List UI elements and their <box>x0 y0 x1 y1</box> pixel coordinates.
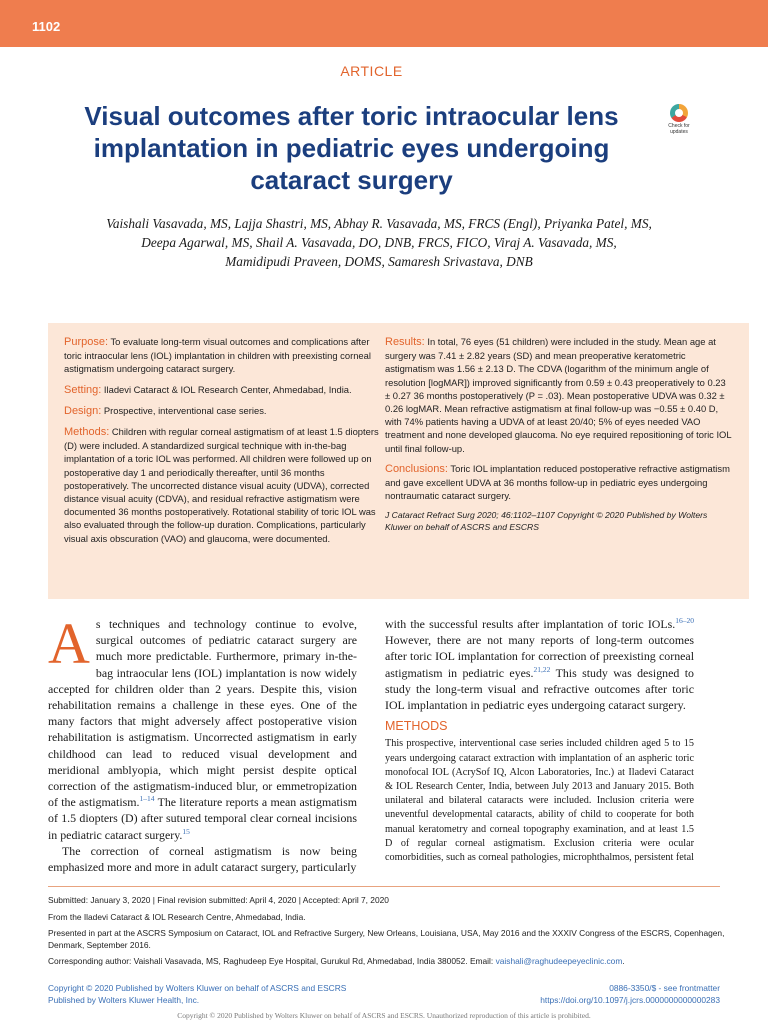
title-line: cataract surgery <box>250 165 453 195</box>
corresponding-author: Corresponding author: Vaishali Vasavada, MS, Raghudeep Eye Hospital, Gurukul Rd, Ahmedabad, India 380052. Email: vaishali@raghudeepeyeclinic.com. <box>48 956 625 966</box>
abstract-left-column <box>64 335 388 552</box>
article-title <box>60 100 643 196</box>
methods-heading: METHODS <box>385 719 448 734</box>
body-right-column <box>385 616 694 865</box>
body-paragraph: The correction of corneal astigmatism is now being emphasized more and more in adult cataract surgery, particularly <box>48 843 357 875</box>
issn: 0886-3350/$ - see frontmatter <box>609 983 720 993</box>
copyright-right <box>540 983 720 1006</box>
page-number: 1102 <box>32 19 61 34</box>
reference-link[interactable]: 1–14 <box>139 794 155 804</box>
reference-link[interactable]: 21,22 <box>533 664 551 674</box>
body-left-column <box>48 611 357 875</box>
header-bar <box>0 0 768 47</box>
abstract-results: Results: In total, 76 eyes (51 children) were included in the study. Mean age at surgery was 7.41 ± 2.82 years (SD) and mean preoperative keratometric astigmatism was 1.56 ± 2.13 D. The CDVA (logarithm of the minimum angle of resolution [logMAR]) improved significantly from 0.59 ± 0.43 preoperatively to 0.23 ± 0.27 36 months postoperatively (P = .03). Mean postoperative UDVA was 0.32 ± 0.26 logMAR. Mean refractive astigmatism at final follow-up was −0.55 ± 0.40 D, with 74% patients having a UDVA of at least 20/40; 5% of eyes needed VAO treatment and none developed glaucoma. No eye required repositioning of toric IOL until final follow-up. <box>385 336 732 454</box>
reference-link[interactable]: 15 <box>182 826 190 836</box>
section-label: ARTICLE <box>340 63 403 79</box>
body-paragraph: with the successful results after implantation of toric IOLs.$^{16-20}$ However, there are not many reports of long-term outcomes after toric IOL implantation for correction of preexisting corneal astigmatism in pediatric eyes.$^{21,22}$ This study was designed to study the long-term visual and refractive outcomes after toric IOL implantation in pediatric eyes undergoing cataract surgery. <box>385 616 694 713</box>
abstract-right-column <box>385 335 733 540</box>
abstract-design: Design: Prospective, interventional case series. <box>64 404 267 417</box>
author-line: Deepa Agarwal, MS, Shail A. Vasavada, DO, DNB, FRCS, FICO, Viraj A. Vasavada, MS, <box>141 235 617 250</box>
title-line: implantation in pediatric eyes undergoing <box>93 133 610 163</box>
affiliation: From the Iladevi Cataract & IOL Research Centre, Ahmedabad, India. <box>48 911 306 922</box>
copyright-left: Copyright © 2020 Published by Wolters Kluwer on behalf of ASCRS and ESCRS Published by Wolters Kluwer Health, Inc. <box>48 983 347 1005</box>
badge-text: Check for updates <box>668 123 690 135</box>
submission-dates: Submitted: January 3, 2020 | Final revision submitted: April 4, 2020 | Accepted: April 7, 2020 <box>48 895 389 905</box>
author-line: Mamidipudi Praveen, DOMS, Samaresh Srivastava, DNB <box>225 254 533 269</box>
abstract-citation: J Cataract Refract Surg 2020; 46:1102–1107 Copyright © 2020 Published by Wolters Kluwer on behalf of ASCRS and ESCRS <box>385 510 708 533</box>
drop-cap: A <box>48 611 90 676</box>
abstract-methods: Methods: Children with regular corneal astigmatism of at least 1.5 diopters (D) were included. A standardized surgical technique with in-the-bag implantation of a toric IOL was performed. All children were followed up on postoperative day 1 and periodically thereafter, until 36 months postoperatively. The uncorrected distance visual acuity (UDVA), corrected distance visual acuity (CDVA), and residual refractive astigmatism were documented 36 months postoperatively. Rotational stability of toric IOL was also evaluated through the follow-up duration. Complications, particularly visual axis obscuration (VAO) and glaucoma, were documented. <box>64 426 379 544</box>
email-link[interactable]: vaishali@raghudeepeyeclinic.com <box>495 956 623 966</box>
article-notes <box>48 895 748 973</box>
abstract-setting: Setting: Iladevi Cataract & IOL Research Center, Ahmedabad, India. <box>64 383 352 396</box>
presentation-note: Presented in part at the ASCRS Symposium on Cataract, IOL and Refractive Surgery, New Orleans, Louisiana, USA, May 2016 and the XXXIV Congress of the ESCRS, Copenhagen, Denmark, September 2016. <box>48 928 725 950</box>
title-line: Visual outcomes after toric intraocular lens <box>84 101 619 131</box>
check-for-updates-badge[interactable] <box>661 104 697 138</box>
intro-paragraph: As techniques and technology continue to evolve, surgical outcomes of pediatric cataract surgery are much more predictable. Furthermore, primary in-the-bag intraocular lens (IOL) implantation is now widely accepted for children older than 2 years. Despite this, vision rehabilitation remains a challenge in these eyes. One of the many factors that might adversely affect postoperative vision rehabilitation is astigmatism. Uncorrected astigmatism in early childhood can lead to reduced visual development and meridional amblyopia, which might persist despite optical correction of the astigmatism-induced blur, or emmetropization of the astigmatism.$^{1-14}$ The literature reports a mean astigmatism of 1.5 diopters (D) after sutured temporal clear corneal incisions in pediatric cataract surgery.$^{15}$ <box>48 611 357 842</box>
divider <box>48 886 720 887</box>
reference-link[interactable]: 16–20 <box>675 616 694 626</box>
check-for-updates-icon <box>670 104 688 122</box>
author-line: Vaishali Vasavada, MS, Lajja Shastri, MS, Abhay R. Vasavada, MS, FRCS (Engl), Priyanka Patel, MS, <box>106 216 652 231</box>
footer-copyright: Copyright © 2020 Published by Wolters Kluwer on behalf of ASCRS and ESCRS. Unauthorized reproduction of this article is prohibited. <box>177 1011 591 1020</box>
abstract-purpose: Purpose: To evaluate long-term visual outcomes and complications after toric intraocular lens (IOL) implantation in children with preexisting corneal astigmatism undergoing cataract surgery. <box>64 336 371 375</box>
author-list <box>70 214 688 271</box>
abstract-box <box>48 323 749 599</box>
doi-link[interactable]: https://doi.org/10.1097/j.jcrs.0000000000000283 <box>540 994 720 1005</box>
methods-paragraph: This prospective, interventional case series included children aged 5 to 15 years undergoing cataract extraction with implantation of an aspheric toric monofocal IOL (AcrySof IQ, Alcon Laboratories, Inc.) at Iladevi Cataract & IOL Research Center, India, between July 2013 and January 2015. Both unilateral and bilateral cataracts were included. Inclusion criteria were uneventful developmental cataracts, ability of child to cooperate for both manual keratometry and corneal topography examination, and at least 1.5 D of regular corneal astigmatism. Exclusion criteria were ocular comorbidities, such as corneal pathologies, microphthalmos, persistent fetal <box>385 738 694 864</box>
abstract-conclusions: Conclusions: Toric IOL implantation reduced postoperative refractive astigmatism and gave excellent UDVA at 36 months follow-up in pediatric eyes undergoing nontraumatic cataract surgery. <box>385 462 730 502</box>
